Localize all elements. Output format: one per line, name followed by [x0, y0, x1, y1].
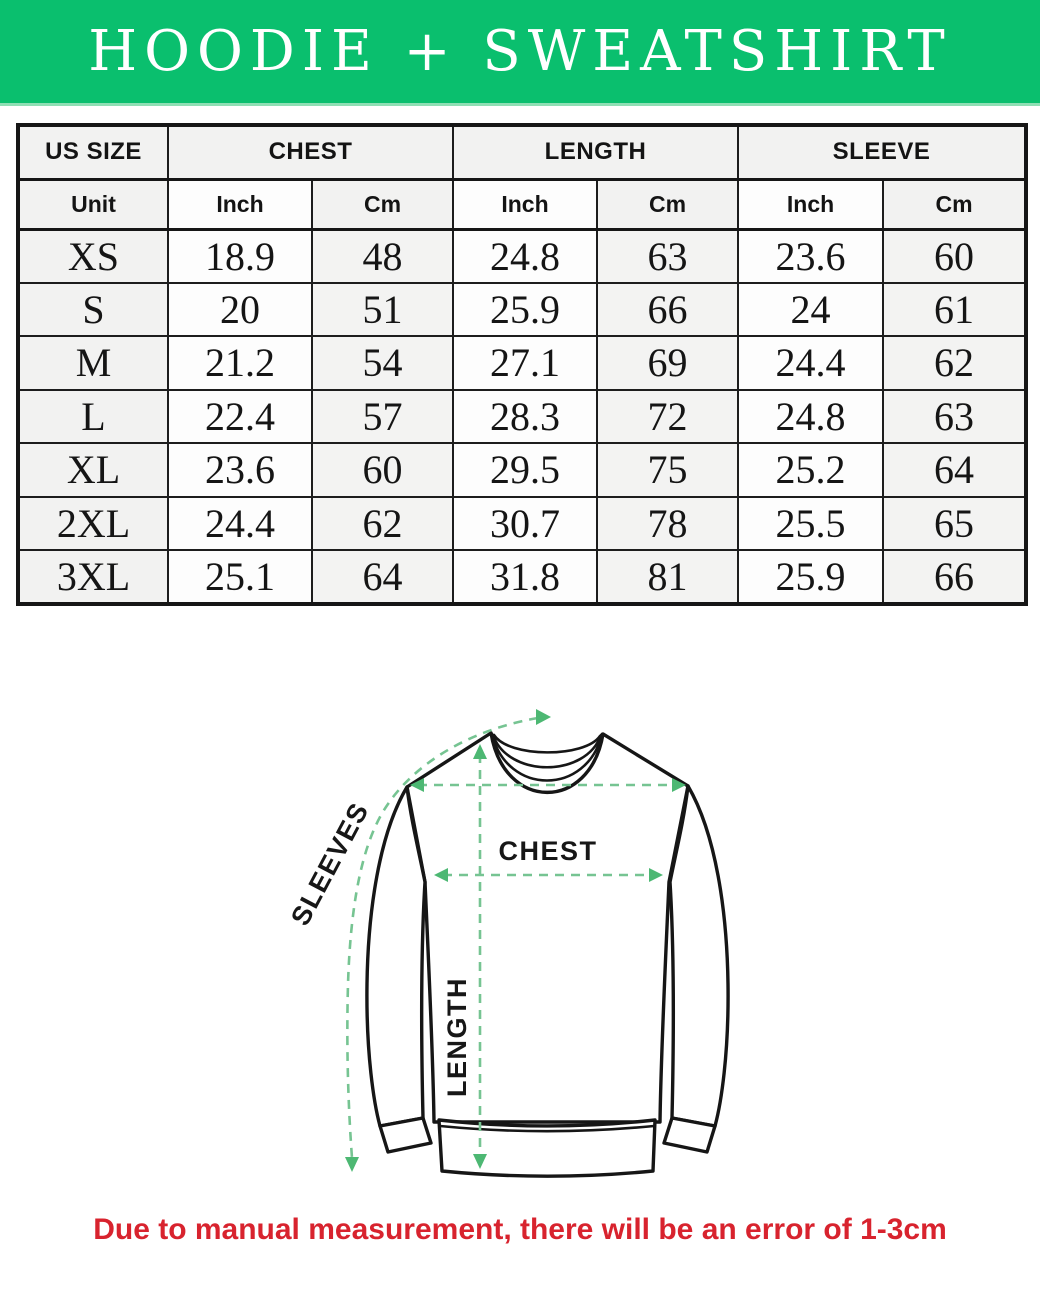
- measurement-disclaimer: Due to manual measurement, there will be an error of 1-3cm: [93, 1212, 947, 1246]
- size-label: S: [18, 283, 168, 337]
- size-label: L: [18, 390, 168, 444]
- measurement-cell: 64: [883, 443, 1026, 497]
- measurement-cell: 28.3: [453, 390, 597, 444]
- sleeves-label: SLEEVES: [285, 796, 375, 930]
- size-label: M: [18, 336, 168, 390]
- page-title: HOODIE + SWEATSHIRT: [88, 19, 952, 84]
- measurement-cell: 65: [883, 497, 1026, 551]
- table-row: [18, 336, 1026, 390]
- measurement-cell: 62: [883, 336, 1026, 390]
- chest-label: CHEST: [498, 835, 598, 866]
- sweatshirt-diagram: [282, 672, 802, 1197]
- collar-rib-line: [494, 735, 600, 752]
- column-header-us-size: US SIZE: [18, 125, 168, 179]
- measurement-cell: 61: [883, 283, 1026, 337]
- measurement-cell: 25.1: [168, 550, 312, 604]
- measurement-cell: 66: [883, 550, 1026, 604]
- left-sleeve-outline: [367, 787, 425, 1126]
- measurement-cell: 64: [312, 550, 453, 604]
- measurement-cell: 21.2: [168, 336, 312, 390]
- measurement-cell: 25.5: [738, 497, 883, 551]
- measurement-cell: 27.1: [453, 336, 597, 390]
- column-header-chest: CHEST: [168, 125, 453, 179]
- size-chart-section: [16, 123, 1024, 606]
- table-row: [18, 283, 1026, 337]
- table-row: [18, 550, 1026, 604]
- size-table: [16, 123, 1028, 606]
- sleeve-cm-header: Cm: [883, 179, 1026, 229]
- unit-header: Unit: [18, 179, 168, 229]
- measurement-cell: 25.2: [738, 443, 883, 497]
- measurement-cell: 30.7: [453, 497, 597, 551]
- measurement-cell: 29.5: [453, 443, 597, 497]
- measurement-cell: 31.8: [453, 550, 597, 604]
- table-row: [18, 497, 1026, 551]
- length-label: LENGTH: [442, 976, 472, 1097]
- measurement-cell: 78: [597, 497, 738, 551]
- arrowhead-right-icon: [536, 709, 551, 725]
- measurement-cell: 23.6: [168, 443, 312, 497]
- measurement-cell: 24.4: [168, 497, 312, 551]
- size-label: XS: [18, 229, 168, 283]
- table-row: [18, 229, 1026, 283]
- measurement-cell: 57: [312, 390, 453, 444]
- measurement-cell: 24.4: [738, 336, 883, 390]
- chest-cm-header: Cm: [312, 179, 453, 229]
- measurement-cell: 18.9: [168, 229, 312, 283]
- measurement-cell: 63: [597, 229, 738, 283]
- table-row: [18, 443, 1026, 497]
- measurement-cell: 60: [312, 443, 453, 497]
- header-banner: [0, 0, 1040, 106]
- length-cm-header: Cm: [597, 179, 738, 229]
- measurement-cell: 25.9: [738, 550, 883, 604]
- measurement-cell: 24.8: [453, 229, 597, 283]
- measurement-cell: 24.8: [738, 390, 883, 444]
- left-cuff: [380, 1118, 431, 1152]
- size-label: XL: [18, 443, 168, 497]
- table-group-header-row: [18, 125, 1026, 179]
- measurement-cell: 24: [738, 283, 883, 337]
- table-row: [18, 390, 1026, 444]
- measurement-cell: 62: [312, 497, 453, 551]
- right-sleeve-outline: [670, 786, 728, 1126]
- measurement-cell: 60: [883, 229, 1026, 283]
- arrowhead-down-icon: [345, 1157, 359, 1172]
- size-label: 2XL: [18, 497, 168, 551]
- measurement-cell: 20: [168, 283, 312, 337]
- column-header-length: LENGTH: [453, 125, 738, 179]
- sweatshirt-diagram-svg: [282, 672, 802, 1197]
- column-header-sleeve: SLEEVE: [738, 125, 1026, 179]
- measurement-cell: 48: [312, 229, 453, 283]
- measurement-cell: 66: [597, 283, 738, 337]
- measurement-cell: 51: [312, 283, 453, 337]
- measurement-cell: 69: [597, 336, 738, 390]
- measurement-cell: 54: [312, 336, 453, 390]
- measurement-cell: 72: [597, 390, 738, 444]
- length-inch-header: Inch: [453, 179, 597, 229]
- chest-inch-header: Inch: [168, 179, 312, 229]
- table-unit-header-row: [18, 179, 1026, 229]
- measurement-cell: 81: [597, 550, 738, 604]
- right-cuff: [664, 1118, 715, 1152]
- sleeve-inch-header: Inch: [738, 179, 883, 229]
- measurement-cell: 22.4: [168, 390, 312, 444]
- measurement-cell: 63: [883, 390, 1026, 444]
- size-table-body: [18, 229, 1026, 604]
- measurement-cell: 75: [597, 443, 738, 497]
- measurement-cell: 23.6: [738, 229, 883, 283]
- size-label: 3XL: [18, 550, 168, 604]
- measurement-cell: 25.9: [453, 283, 597, 337]
